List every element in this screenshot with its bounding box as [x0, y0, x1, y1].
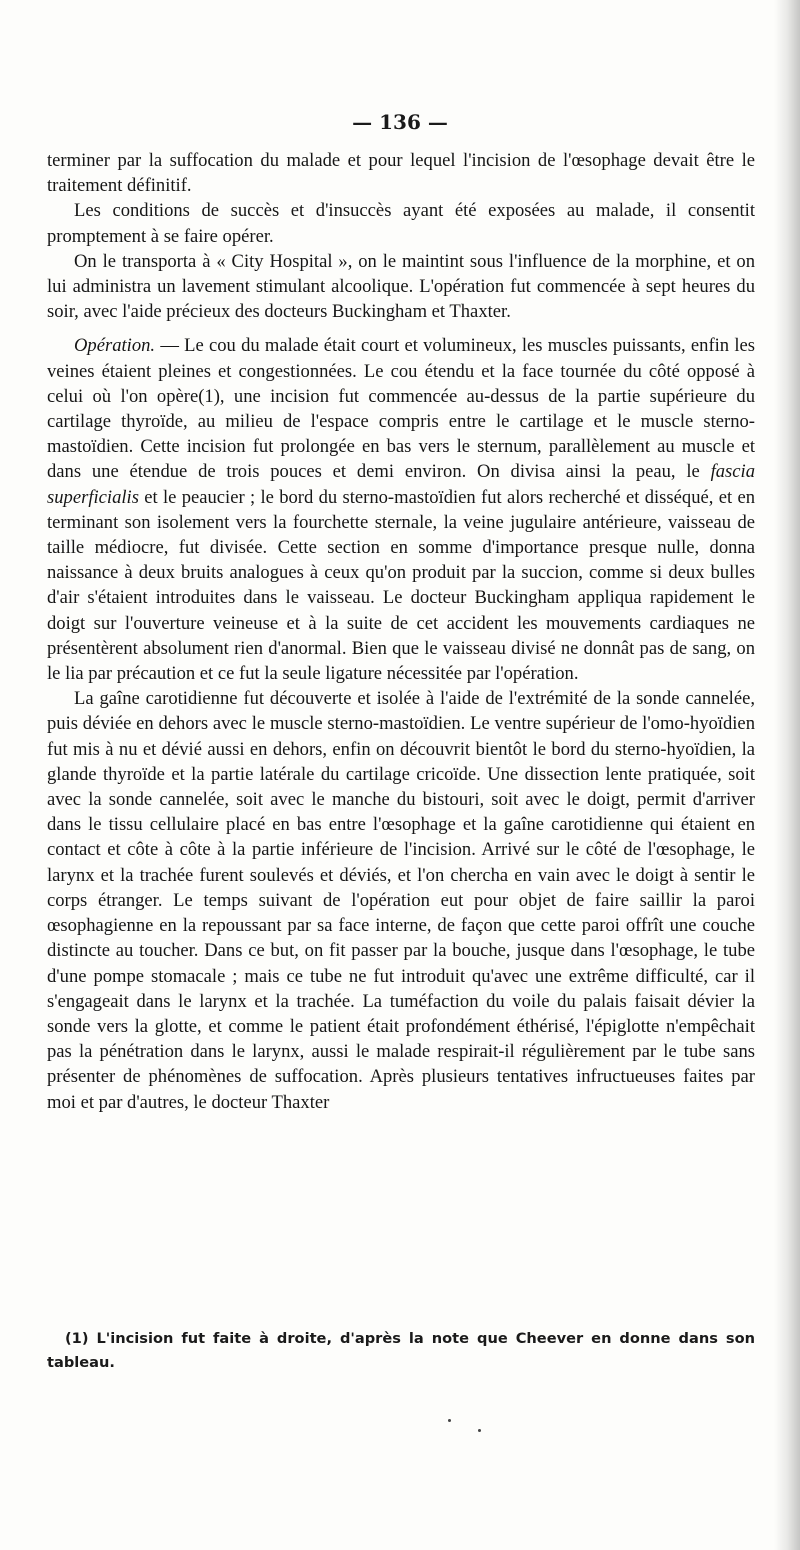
operation-text-1: — Le cou du malade était court et volumineux, les muscles puissants, enfin les veines étaient pleines et congestionnées. Le cou étendu et la face tournée du côté opposé à celui où l'on opère: [47, 335, 755, 407]
paragraph-conditions: Les conditions de succès et d'insuccès ayant été exposées au malade, il consentit promptement à se faire opérer.: [47, 200, 755, 247]
page-number: — 136 —: [352, 110, 448, 134]
footnote-reference: (1): [198, 385, 220, 407]
operation-heading: Opération.: [74, 335, 156, 357]
footnote: [47, 1327, 755, 1375]
page-edge-shadow: [774, 0, 800, 1550]
print-specks: [440, 1415, 500, 1445]
fascia-term: fascia superficialis: [47, 461, 755, 508]
ink-speck: [448, 1419, 451, 1422]
footnote-text: (1) L'incision fut faite à droite, d'après la note que Cheever en donne dans son tableau.: [47, 1330, 755, 1371]
operation-text-2: , une incision fut commencée au-dessus de la partie supérieure du cartilage thyroïde, au milieu de l'espace compris entre le cartilage et le muscle sterno-mastoïdien. Cette incision fut prolongée en bas vers le sternum, parallèlement au muscle et dans une étendue de trois pouces et demi environ. On divisa ainsi la peau, le: [47, 385, 755, 483]
paragraph-operation: [47, 333, 755, 686]
ink-speck: [478, 1429, 481, 1432]
paragraph-continuation: terminer par la suffocation du malade et pour lequel l'incision de l'œsophage devait être le traitement définitif.: [47, 150, 755, 197]
paragraph-transport: On le transporta à « City Hospital », on le maintint sous l'influence de la morphine, et on lui administra un lavement stimulant alcoolique. L'opération fut commencée à sept heures du soir, avec l'aide précieux des docteurs Buckingham et Thaxter.: [47, 250, 755, 323]
body-text: [47, 148, 755, 1115]
operation-text-3: et le peaucier ; le bord du sterno-mastoïdien fut alors recherché et disséqué, et en terminant son isolement vers la fourchette sternale, la veine jugulaire antérieure, vaisseau de taille médiocre, fut divisée. Cette section en somme d'importance presque nulle, donna naissance à deux bruits analogues à ceux qu'on produit par la succion, comme si deux bulles d'air s'étaient introduites dans le vaisseau. Le docteur Buckingham appliqua rapidement le doigt sur l'ouverture veineuse et à la suite de cet accident les mouvements cardiaques ne présentèrent absolument rien d'anormal. Bien que le vaisseau divisé ne donnât pas de sang, on le lia par précaution et ce fut la seule ligature nécessitée par l'opération.: [47, 486, 755, 685]
paragraph-carotid-sheath: La gaîne carotidienne fut découverte et isolée à l'aide de l'extrémité de la sonde cannelée, puis déviée en dehors avec le muscle sterno-mastoïdien. Le ventre supérieur de l'omo-hyoïdien fut mis à nu et dévié aussi en dehors, enfin on découvrit bientôt le bord du sterno-hyoïdien, la glande thyroïde et la partie latérale du cartilage cricoïde. Une dissection lente pratiquée, soit avec la sonde cannelée, soit avec le manche du bistouri, soit avec le doigt, permit d'arriver dans le tissu cellulaire placé en bas entre l'œsophage et la gaîne carotidienne qui étaient en contact et côte à côte à la partie inférieure de l'incision. Arrivé sur le côté de l'œsophage, le larynx et la trachée furent soulevés et déviés, et l'on chercha en vain avec le doigt à sentir le corps étranger. Le temps suivant de l'opération eut pour objet de faire saillir la paroi œsophagienne en la repoussant par sa face interne, de façon que cette paroi offrît une couche distincte au toucher. Dans ce but, on fit passer par la bouche, jusque dans l'œsophage, le tube d'une pompe stomacale ; mais ce tube ne fut introduit qu'avec une extrême difficulté, car il s'engageait dans le larynx et la trachée. La tuméfaction du voile du palais faisait dévier la sonde vers la glotte, et comme le patient était profondément éthérisé, l'épiglotte n'empêchait pas la pénétration dans le larynx, aussi le malade respirait-il régulièrement par le tube sans présenter de phénomènes de suffocation. Après plusieurs tentatives infructueuses faites par moi et par d'autres, le docteur Thaxter: [47, 688, 755, 1113]
